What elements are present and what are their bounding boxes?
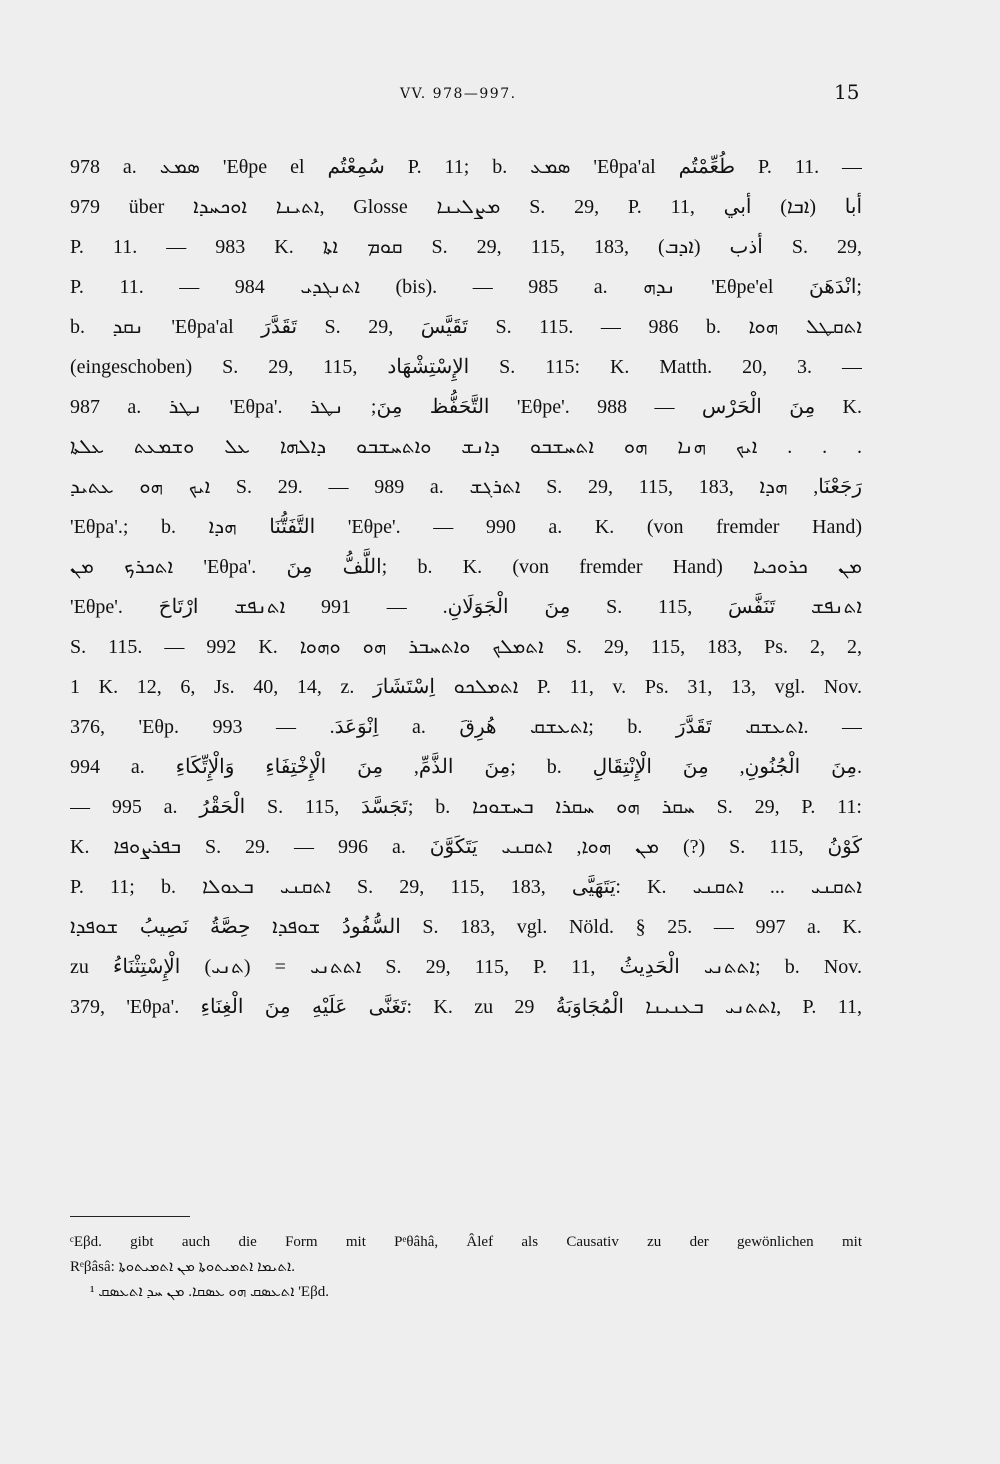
text-line: ܐܬܟܪܟ ܡܢ 'Eθpa'. اللَّفُّ مِنَ; b. K. (von fremder Hand) ܡܢ ܟܪܘܟܝܐ — [70, 556, 862, 578]
text-line: ܐܝܟ ܗܢܐ ܗܘ ܐܬܚܫܒܘ ܕܐܢܫ ܘܐܬܚܫܒܘ ܕܐܠܗܐ ܥܠ ܘܫܡܥܬ ܥܠܬܐ . . . — [70, 436, 862, 458]
text-line: 978 a. ܣܡܥ 'Eθpe el سُمِعْتُم P. 11; b. ܣܡܥ 'Eθpa'al طُعِّمْتُم P. 11. — — [70, 156, 862, 178]
text-line: zu ܐܬܬܢܝ = (ܬܢܝ) الْإِسْتِثْنَاءُ S. 29, 115, P. 11, ܐܬܬܢܝ الْحَدِيثُ; b. Nov. — [70, 956, 862, 978]
text-line: 994 a. مِنَ الذَّمِّ, مِنَ الْإِخْتِفَاءِ وَالْإِتِّكَاءِ; b. مِنَ الْجُنُونِ, مِنَ الْإِنْتِقَالِ. — [70, 756, 862, 778]
footnote-line: ¹ ܐܬܥܣܩ ܗܘ ܥܣܩܐ. ܡܢ ܚܕ ܐܬܥܣܩ 'Eβd. — [90, 1284, 329, 1300]
text-line: P. 11. — 983 K. ܩܘܡ ܐܬܐ S. 29, 115, 183, أذب (ܐܕܒ) S. 29, — [70, 236, 862, 258]
footnote-line: ᶜEβd. gibt auch die Form mit Pᵉθâhâ, Âlef als Causativ zu der gewönlichen mit — [70, 1234, 862, 1250]
text-line: K. ܒܦܪܨܘܦܐ S. 29. — 996 a. ܡܢ ܗܘܐ, ܐܬܩܢܝ يَتَكَوَّنَ (?) S. 115, كَوْنُ — [70, 836, 862, 858]
running-head — [0, 80, 1000, 110]
text-line: P. 11; b. ܐܬܩܢܝ ܒܥܘܠܐ S. 29, 115, 183, يَتَهَيَّى: K. ܐܬܩܢܝ ... ܐܬܩܢܝ — [70, 876, 862, 898]
text-line: 'Eθpa'.; b. التَّفَتُّنَا ܗܕܐ 'Eθpe'. — 990 a. K. (von fremder Hand) — [70, 516, 862, 538]
text-line: 1 K. 12, 6, Js. 40, 14, z. ܐܬܡܠܟܘ اِسْتَشَارَ P. 11, v. Ps. 31, 13, vgl. Nov. — [70, 676, 862, 698]
text-line: b. ܢܩܕ 'Eθpa'al تَقَدَّرَ S. 29, تَقَيَّسَ S. 115. — 986 b. ܐܬܩܛܠ ܗܘܐ — [70, 316, 862, 338]
text-line: 379, 'Eθpa'. تَغَنَّى عَلَيْهِ مِنَ الْغِنَاءِ: K. zu ܐܬܬܢܝ ܒܥܢܝܢܐ الْمُجَاوَبَةُ 29, P. 11, — [70, 996, 862, 1018]
text-line: 979 über ܐܬܝܢܐ ܐܘܟܚܕܐ, Glosse ܡܨܠܝܢܐ S. 29, P. 11, أبا (ܐܒܐ) أبي — [70, 196, 862, 218]
text-line: — 995 a. الْحَقْرُ S. 115, تَجَسَّدَ; b. ܚܩܪ ܗܘ ܚܩܪܐ ܒܚܫܘܟܐ S. 29, P. 11: — [70, 796, 862, 818]
text-line: 987 a. ܢܛܪ 'Eθpa'. التَّحَفُّظ مِنَ; ܢܛܪ 'Eθpe'. مِنَ الْحَرْس — 988 K. — [70, 396, 862, 418]
text-line: ܐܝܟ ܗܘ ܥܬܝܕ S. 29. — 989 a. ܐܬܪܓܫ S. 29, 115, 183, رَجَعْنَا, ܗܕܐ — [70, 476, 862, 498]
text-line: (eingeschoben) S. 29, 115, الإِسْتِشْهَاد S. 115: K. Matth. 20, 3. — — [70, 356, 862, 378]
main-text — [70, 147, 862, 1027]
text-line: 376, 'Eθp. اِنْوَعَدَ. — 993 a. ܐܬܥܫܩ هُرِقَ; b. ܐܬܥܫܩ تَقَدَّرَ. — — [70, 716, 862, 738]
text-line: السُّفُودُ ܫܘܦܕܐ حِصَّةُ نَصِيبُ ܫܘܦܕܐ S. 183, vgl. Nöld. § 25. — 997 a. K. — [70, 916, 862, 938]
running-head-title: VV. 978—997. — [400, 86, 517, 102]
page-number: 15 — [834, 80, 860, 104]
text-line: 'Eθpe'. مِنَ الْجَوَلَانِ. — 991 ܐܬܢܦܫ ارْتَاحَ S. 115, ܐܬܢܦܫ تَنَفَّسَ — [70, 596, 862, 618]
text-line: S. 115. — 992 K. ܐܬܡܠܟ ܘܐܬܚܒܪ ܗܘ ܘܗܘܐ S. 29, 115, 183, Ps. 2, 2, — [70, 636, 862, 658]
footnote-line: Rᵉβâsâ: ܐܬܝܡܐ ܐܬܡܝܬܘܬܐ ܡܢ ܐܬܡܝܬܘܬܐ. — [70, 1259, 295, 1275]
footnote-divider — [70, 1216, 190, 1217]
footnotes — [70, 1230, 862, 1305]
text-line: P. 11. — 984 ܐܬܢܓܕܝ (bis). — 985 a. ܢܕܗ 'Eθpe'el انْدَهَنَ; — [70, 276, 862, 298]
